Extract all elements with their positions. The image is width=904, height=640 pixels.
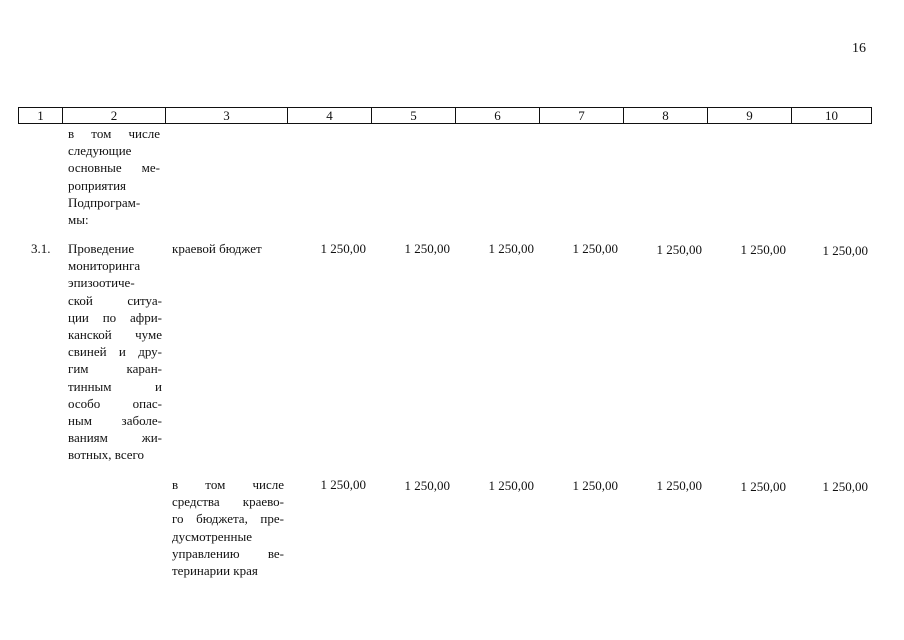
- header-cell-6: 6: [456, 108, 540, 123]
- measure-name-line: ции по афри-: [68, 309, 162, 325]
- value-cell: 1 250,00: [656, 478, 702, 493]
- value-cell: 1 250,00: [822, 479, 868, 494]
- value-cell: 1 250,00: [320, 241, 366, 256]
- value-cell: 1 250,00: [572, 241, 618, 256]
- value-cell: 1 250,00: [404, 241, 450, 256]
- funding-source-line: средства краево-: [172, 494, 284, 510]
- intro-line: в том числе: [68, 126, 160, 141]
- measure-name-line: свиней и дру-: [68, 344, 162, 360]
- measure-name-line: вотных, всего: [68, 447, 145, 463]
- measure-name-line: тинным и: [68, 378, 162, 394]
- value-cell: 1 250,00: [656, 242, 702, 257]
- value-cell: 1 250,00: [404, 478, 450, 493]
- funding-source-line: теринарии края: [172, 563, 258, 579]
- value-cell: 1 250,00: [320, 477, 366, 492]
- measure-name-line: эпизоотиче-: [68, 275, 135, 291]
- table-header-row: [18, 107, 872, 124]
- measure-name-line: ным заболе-: [68, 413, 162, 429]
- value-cell: 1 250,00: [488, 241, 534, 256]
- intro-line: мы:: [68, 212, 89, 228]
- header-cell-10: 10: [825, 108, 838, 123]
- intro-line: роприятия: [68, 177, 127, 193]
- measure-name-line: гим каран-: [68, 361, 162, 377]
- intro-line: Подпрограм-: [68, 194, 141, 210]
- header-cell-2: 2: [63, 108, 166, 123]
- value-cell: 1 250,00: [488, 478, 534, 493]
- header-cell-1: 1: [19, 108, 63, 123]
- header-cell-4: 4: [288, 108, 372, 123]
- value-cell: 1 250,00: [822, 243, 868, 258]
- intro-line: следующие: [68, 143, 132, 159]
- page-number: 16: [852, 41, 866, 56]
- intro-line: основные ме-: [68, 160, 160, 176]
- header-cell-7: 7: [540, 108, 624, 123]
- header-cell-8: 8: [624, 108, 708, 123]
- value-cell: 1 250,00: [740, 479, 786, 494]
- row-number: 3.1.: [31, 241, 51, 256]
- measure-name-line: Проведение: [68, 241, 135, 256]
- measure-name-line: мониторинга: [68, 258, 141, 274]
- measure-name: [68, 240, 162, 464]
- funding-source-line: в том числе: [172, 477, 284, 492]
- value-cell: 1 250,00: [740, 242, 786, 257]
- funding-source-line: дусмотренные: [172, 528, 252, 544]
- funding-source-line: управлению ве-: [172, 545, 284, 561]
- measure-name-line: особо опас-: [68, 395, 162, 411]
- funding-source-detail: [172, 476, 284, 579]
- funding-source-line: го бюджета, пре-: [172, 511, 284, 527]
- intro-text: [68, 125, 160, 228]
- measure-name-line: ваниям жи-: [68, 430, 162, 446]
- value-cell: 1 250,00: [572, 478, 618, 493]
- measure-name-line: ской ситуа-: [68, 292, 162, 308]
- header-cell-3: 3: [166, 108, 288, 123]
- funding-source: краевой бюджет: [172, 241, 262, 256]
- header-cell-9: 9: [708, 108, 792, 123]
- header-cell-5: 5: [372, 108, 456, 123]
- measure-name-line: канской чуме: [68, 327, 162, 343]
